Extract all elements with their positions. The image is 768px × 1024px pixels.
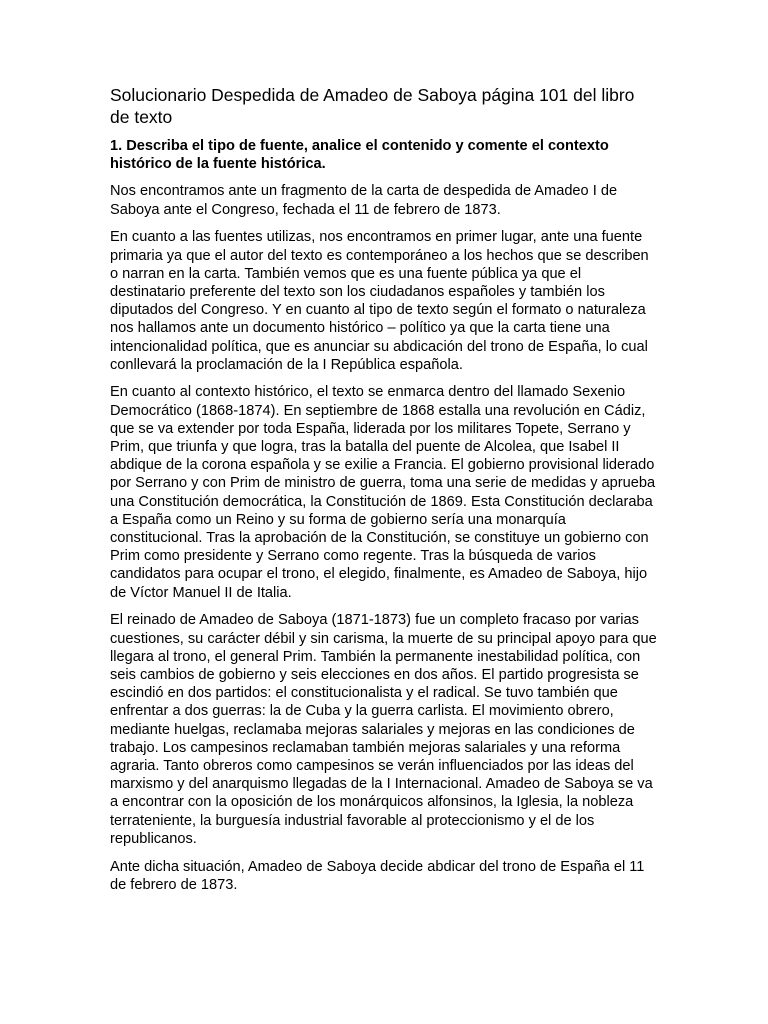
document-page: [110, 84, 658, 903]
document-title: Solucionario Despedida de Amadeo de Saboya página 101 del libro de texto: [110, 85, 635, 127]
paragraph-historical-context: En cuanto al contexto histórico, el texto se enmarca dentro del llamado Sexenio Democrático (1868-1874). En septiembre de 1868 estalla una revolución en Cádiz, que se va extender por toda España, liderada por los militares Topete, Serrano y Prim, que triunfa y que logra, tras la batalla del puente de Alcolea, que Isabel II abdique de la corona española y se exilie a Francia. El gobierno provisional liderado por Serrano y con Prim de ministro de guerra, toma una serie de medidas y aprueba una Constitución democrática, la Constitución de 1869. Esta Constitución declaraba a España como un Reino y su forma de gobierno sería una monarquía constitucional. Tras la aprobación de la Constitución, se constituye un gobierno con Prim como presidente y Serrano como regente. Tras la búsqueda de varios candidatos para ocupar el trono, el elegido, finalmente, es Amadeo de Saboya, hijo de Víctor Manuel II de Italia.: [110, 384, 656, 601]
question-heading: 1. Describa el tipo de fuente, analice el contenido y comente el contexto histórico de la fuente histórica.: [110, 138, 609, 173]
paragraph-reign-analysis: El reinado de Amadeo de Saboya (1871-1873) fue un completo fracaso por varias cuestiones, su carácter débil y sin carisma, la muerte de su principal apoyo para que llegara al trono, el general Prim. También la permanente inestabilidad política, con seis cambios de gobierno y seis elecciones en dos años. El partido progresista se escindió en dos partidos: el constitucionalista y el radical. Se tuvo también que enfrentar a dos guerras: la de Cuba y la guerra carlista. El movimiento obrero, mediante huelgas, reclamaba mejoras salariales y mejoras en las condiciones de trabajo. Los campesinos reclamaban también mejoras salariales y una reforma agraria. Tanto obreros como campesinos se verán influenciados por las ideas del marxismo y del anarquismo llegadas de la I Internacional. Amadeo de Saboya se va a encontrar con la oposición de los monárquicos alfonsinos, la Iglesia, la nobleza terrateniente, la burguesía industrial favorable al proteccionismo y el de los republicanos.: [110, 612, 657, 847]
paragraph-source-intro: Nos encontramos ante un fragmento de la carta de despedida de Amadeo I de Saboya ante el Congreso, fechada el 11 de febrero de 1873.: [110, 183, 618, 218]
paragraph-conclusion: Ante dicha situación, Amadeo de Saboya decide abdicar del trono de España el 11 de febrero de 1873.: [110, 858, 645, 893]
paragraph-source-type: En cuanto a las fuentes utilizas, nos encontramos en primer lugar, ante una fuente primaria ya que el autor del texto es contemporáneo a los hechos que se describen o narran en la carta. También vemos que es una fuente pública ya que el destinatario preferente del texto son los ciudadanos españoles y también los diputados del Congreso. Y en cuanto al tipo de texto según el formato o naturaleza nos hallamos ante un documento histórico – político ya que la carta tiene una intencionalidad política, que es anunciar su abdicación del trono de España, lo cual conllevará la proclamación de la I República española.: [110, 229, 649, 373]
